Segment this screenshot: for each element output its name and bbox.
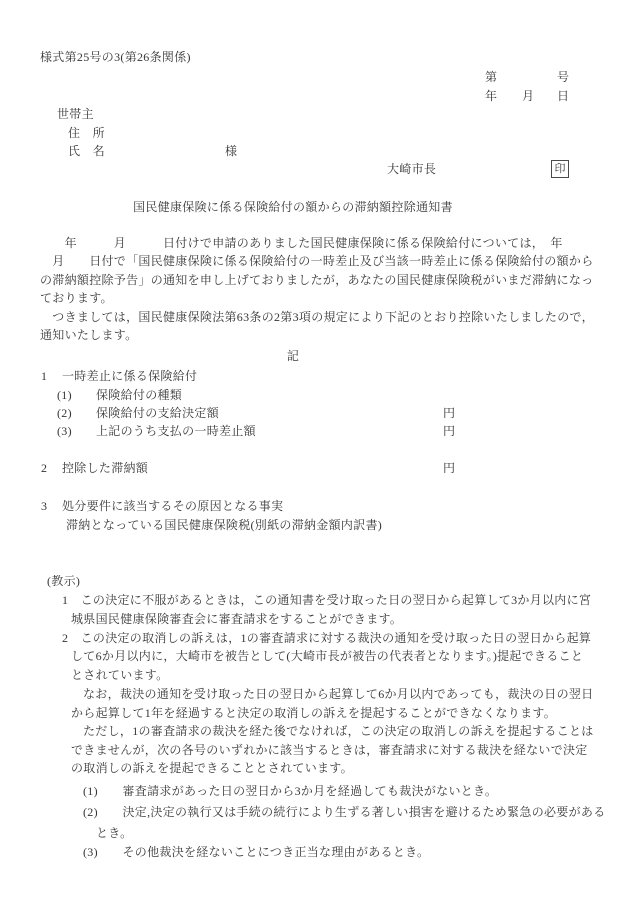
doc-number-prefix-label: 第 — [485, 70, 498, 84]
note-line-14: (3) その他裁決を経ないことにつき正当な理由があるとき。 — [83, 845, 430, 859]
body-line-2: 月 日付で「国民健康保険に係る保険給付の一時差止及び当該一時差止に係る保険給付の額から — [40, 254, 594, 268]
notes-heading: (教示) — [47, 574, 81, 588]
body-line-3: の滞納額控除予告」の通知を申し上げておりましたが，あなたの国民健康保険税がいまだ滞納になっ — [40, 273, 594, 287]
note-line-9: できませんが，次の各号のいずれかに該当するときは，審査請求に対する裁決を経ないで決定 — [71, 743, 588, 757]
item1-sub3-currency-label: 円 — [443, 424, 456, 438]
item2-label: 控除した滞納額 — [62, 461, 149, 475]
honorific-label: 様 — [225, 144, 238, 158]
document-title: 国民健康保険に係る保険給付の額からの滞納額控除通知書 — [133, 200, 453, 214]
issuer-name: 大崎市長 — [387, 162, 437, 176]
item1-sub3-label: 上記のうち支払の一時差止額 — [96, 424, 256, 438]
date-month-label: 月 — [522, 89, 535, 103]
date-year-label: 年 — [485, 89, 498, 103]
item3-detail: 滞納となっている国民健康保険税(別紙の滞納金額内訳書) — [66, 518, 383, 532]
seal-stamp: 印 — [551, 160, 569, 178]
note-line-4: して6か月以内に，大崎市を被告として(大崎市長が被告の代表者となります。)提起できること — [71, 649, 584, 663]
item1-sub1-label: 保険給付の種類 — [96, 388, 183, 402]
body-line-1: 年 月 日付けで申請のありました国民健康保険に係る保険給付については， 年 — [40, 236, 563, 250]
householder-label: 世帯主 — [57, 107, 94, 121]
item1-sub2-label: 保険給付の支給決定額 — [96, 406, 220, 420]
item1-sub3-number: (3) — [57, 424, 72, 438]
note-line-12: (2) 決定,決定の執行又は手続の続行により生ずる著しい損害を避けるため緊急の必要がある — [83, 805, 606, 819]
body-line-4: ております。 — [40, 291, 113, 305]
item2-number: 2 — [41, 461, 48, 475]
note-line-8: ただし，1の審査請求の裁決を経た後でなければ，この決定の取消しの訴えを提起することは — [83, 724, 594, 738]
form-number: 様式第25号の3(第26条関係) — [40, 50, 191, 64]
item3-label: 処分要件に該当するその原因となる事実 — [62, 499, 284, 513]
note-line-6: なお，裁決の通知を受け取った日の翌日から起算して6か月以内であっても，裁決の日の翌日 — [83, 687, 594, 701]
note-line-2: 城県国民健康保険審査会に審査請求をすることができます。 — [71, 612, 403, 626]
body-line-5: つきましては，国民健康保険法第63条の2第3項の規定により下記のとおり控除いたしましたので， — [40, 310, 594, 324]
note-line-5: とされています。 — [71, 668, 169, 682]
doc-number-suffix-label: 号 — [557, 70, 570, 84]
note-line-1: 1 この決定に不服があるときは，この通知書を受け取った日の翌日から起算して3か月以内に宮 — [62, 593, 592, 607]
note-line-11: (1) 審査請求があった日の翌日から3か月を経過しても裁決がないとき。 — [83, 784, 498, 798]
note-line-10: の取消しの訴えを提起できることとされています。 — [71, 761, 353, 775]
item1-label: 一時差止に係る保険給付 — [62, 369, 198, 383]
note-line-13: とき。 — [96, 826, 133, 840]
name-label: 氏 名 — [68, 144, 105, 158]
date-day-label: 日 — [557, 89, 570, 103]
item2-currency-label: 円 — [443, 461, 456, 475]
note-line-3: 2 この決定の取消しの訴えは，1の審査請求に対する裁決の通知を受け取った日の翌日から起算 — [62, 631, 592, 645]
item3-number: 3 — [41, 499, 48, 513]
item1-sub2-currency-label: 円 — [443, 406, 456, 420]
note-line-7: から起算して1年を経過すると決定の取消しの訴えを提起することができなくなります。 — [71, 706, 557, 720]
record-marker: 記 — [286, 349, 300, 363]
item1-sub2-number: (2) — [57, 406, 72, 420]
item1-number: 1 — [41, 369, 48, 383]
body-line-6: 通知いたします。 — [40, 328, 138, 342]
item1-sub1-number: (1) — [57, 388, 72, 402]
address-label: 住 所 — [68, 126, 105, 140]
